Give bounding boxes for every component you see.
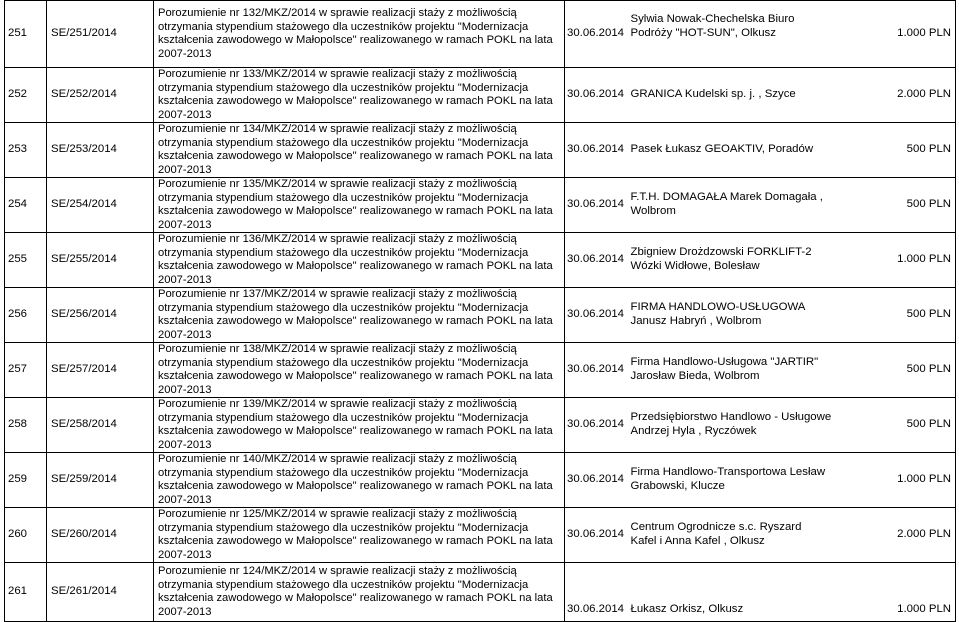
row-party: Sylwia Nowak-Chechelska Biuro Podróży "HOT-SUN", Olkusz xyxy=(630,1,851,68)
row-signature: SE/257/2014 xyxy=(47,343,154,398)
row-party: Pasek Łukasz GEOAKTIV, Poradów xyxy=(630,123,851,178)
table-row xyxy=(5,453,956,508)
row-party: GRANICA Kudelski sp. j. , Szyce xyxy=(630,68,851,123)
row-description: Porozumienie nr 132/MKZ/2014 w sprawie realizacji staży z możliwością otrzymania stypendium stażowego dla uczestników projektu "Modernizacja kształcenia zawodowego w Małopolsce" realizowanego w ramach POKL na lata 2007-2013 xyxy=(154,1,565,68)
row-party: FIRMA HANDLOWO-USŁUGOWA Janusz Habryń , Wolbrom xyxy=(630,288,851,343)
row-number: 261 xyxy=(5,563,47,622)
row-description: Porozumienie nr 135/MKZ/2014 w sprawie realizacji staży z możliwością otrzymania stypendium stażowego dla uczestników projektu "Modernizacja kształcenia zawodowego w Małopolsce" realizowanego w ramach POKL na lata 2007-2013 xyxy=(154,178,565,233)
table-row xyxy=(5,123,956,178)
row-date: 30.06.2014 xyxy=(565,563,630,622)
row-date: 30.06.2014 xyxy=(565,508,630,563)
row-description: Porozumienie nr 124/MKZ/2014 w sprawie realizacji staży z możliwością otrzymania stypendium stażowego dla uczestników projektu "Modernizacja kształcenia zawodowego w Małopolsce" realizowanego w ramach POKL na lata 2007-2013 xyxy=(154,563,565,622)
row-date: 30.06.2014 xyxy=(565,343,630,398)
table-row xyxy=(5,343,956,398)
row-date: 30.06.2014 xyxy=(565,1,630,68)
table-row xyxy=(5,563,956,622)
row-party: Centrum Ogrodnicze s.c. Ryszard Kafel i Anna Kafel , Olkusz xyxy=(630,508,851,563)
table-row xyxy=(5,508,956,563)
row-amount: 500 PLN xyxy=(851,343,956,398)
row-signature: SE/253/2014 xyxy=(47,123,154,178)
row-number: 257 xyxy=(5,343,47,398)
row-date: 30.06.2014 xyxy=(565,123,630,178)
table-row xyxy=(5,1,956,68)
row-number: 254 xyxy=(5,178,47,233)
row-date: 30.06.2014 xyxy=(565,398,630,453)
row-description: Porozumienie nr 125/MKZ/2014 w sprawie realizacji staży z możliwością otrzymania stypendium stażowego dla uczestników projektu "Modernizacja kształcenia zawodowego w Małopolsce" realizowanego w ramach POKL na lata 2007-2013 xyxy=(154,508,565,563)
row-party: Firma Handlowo-Transportowa Lesław Grabowski, Klucze xyxy=(630,453,851,508)
row-description: Porozumienie nr 137/MKZ/2014 w sprawie realizacji staży z możliwością otrzymania stypendium stażowego dla uczestników projektu "Modernizacja kształcenia zawodowego w Małopolsce" realizowanego w ramach POKL na lata 2007-2013 xyxy=(154,288,565,343)
row-date: 30.06.2014 xyxy=(565,68,630,123)
row-description: Porozumienie nr 138/MKZ/2014 w sprawie realizacji staży z możliwością otrzymania stypendium stażowego dla uczestników projektu "Modernizacja kształcenia zawodowego w Małopolsce" realizowanego w ramach POKL na lata 2007-2013 xyxy=(154,343,565,398)
row-number: 253 xyxy=(5,123,47,178)
table-row xyxy=(5,68,956,123)
row-date: 30.06.2014 xyxy=(565,453,630,508)
table-row xyxy=(5,178,956,233)
row-amount: 1.000 PLN xyxy=(851,563,956,622)
row-signature: SE/256/2014 xyxy=(47,288,154,343)
row-amount: 1.000 PLN xyxy=(851,1,956,68)
row-signature: SE/258/2014 xyxy=(47,398,154,453)
row-number: 259 xyxy=(5,453,47,508)
table-row xyxy=(5,398,956,453)
row-signature: SE/255/2014 xyxy=(47,233,154,288)
row-amount: 2.000 PLN xyxy=(851,68,956,123)
row-number: 252 xyxy=(5,68,47,123)
row-party: Łukasz Orkisz, Olkusz xyxy=(630,563,851,622)
row-date: 30.06.2014 xyxy=(565,233,630,288)
row-signature: SE/259/2014 xyxy=(47,453,154,508)
row-amount: 1.000 PLN xyxy=(851,233,956,288)
row-signature: SE/260/2014 xyxy=(47,508,154,563)
row-description: Porozumienie nr 139/MKZ/2014 w sprawie realizacji staży z możliwością otrzymania stypendium stażowego dla uczestników projektu "Modernizacja kształcenia zawodowego w Małopolsce" realizowanego w ramach POKL na lata 2007-2013 xyxy=(154,398,565,453)
row-amount: 500 PLN xyxy=(851,398,956,453)
row-number: 258 xyxy=(5,398,47,453)
row-amount: 1.000 PLN xyxy=(851,453,956,508)
row-description: Porozumienie nr 134/MKZ/2014 w sprawie realizacji staży z możliwością otrzymania stypendium stażowego dla uczestników projektu "Modernizacja kształcenia zawodowego w Małopolsce" realizowanego w ramach POKL na lata 2007-2013 xyxy=(154,123,565,178)
row-signature: SE/252/2014 xyxy=(47,68,154,123)
row-number: 255 xyxy=(5,233,47,288)
row-number: 251 xyxy=(5,1,47,68)
row-signature: SE/261/2014 xyxy=(47,563,154,622)
row-party: Przedsiębiorstwo Handlowo - Usługowe Andrzej Hyla , Ryczówek xyxy=(630,398,851,453)
row-amount: 500 PLN xyxy=(851,123,956,178)
row-signature: SE/254/2014 xyxy=(47,178,154,233)
row-party: Firma Handlowo-Usługowa "JARTIR" Jarosław Bieda, Wolbrom xyxy=(630,343,851,398)
table-row xyxy=(5,233,956,288)
row-description: Porozumienie nr 133/MKZ/2014 w sprawie realizacji staży z możliwością otrzymania stypendium stażowego dla uczestników projektu "Modernizacja kształcenia zawodowego w Małopolsce" realizowanego w ramach POKL na lata 2007-2013 xyxy=(154,68,565,123)
row-party: F.T.H. DOMAGAŁA Marek Domagała , Wolbrom xyxy=(630,178,851,233)
row-description: Porozumienie nr 136/MKZ/2014 w sprawie realizacji staży z możliwością otrzymania stypendium stażowego dla uczestników projektu "Modernizacja kształcenia zawodowego w Małopolsce" realizowanego w ramach POKL na lata 2007-2013 xyxy=(154,233,565,288)
row-amount: 500 PLN xyxy=(851,178,956,233)
row-amount: 500 PLN xyxy=(851,288,956,343)
agreements-table xyxy=(4,0,956,622)
row-party: Zbigniew Drożdzowski FORKLIFT-2 Wózki Widłowe, Bolesław xyxy=(630,233,851,288)
row-date: 30.06.2014 xyxy=(565,288,630,343)
row-number: 260 xyxy=(5,508,47,563)
row-amount: 2.000 PLN xyxy=(851,508,956,563)
table-row xyxy=(5,288,956,343)
row-signature: SE/251/2014 xyxy=(47,1,154,68)
row-description: Porozumienie nr 140/MKZ/2014 w sprawie realizacji staży z możliwością otrzymania stypendium stażowego dla uczestników projektu "Modernizacja kształcenia zawodowego w Małopolsce" realizowanego w ramach POKL na lata 2007-2013 xyxy=(154,453,565,508)
row-number: 256 xyxy=(5,288,47,343)
row-date: 30.06.2014 xyxy=(565,178,630,233)
